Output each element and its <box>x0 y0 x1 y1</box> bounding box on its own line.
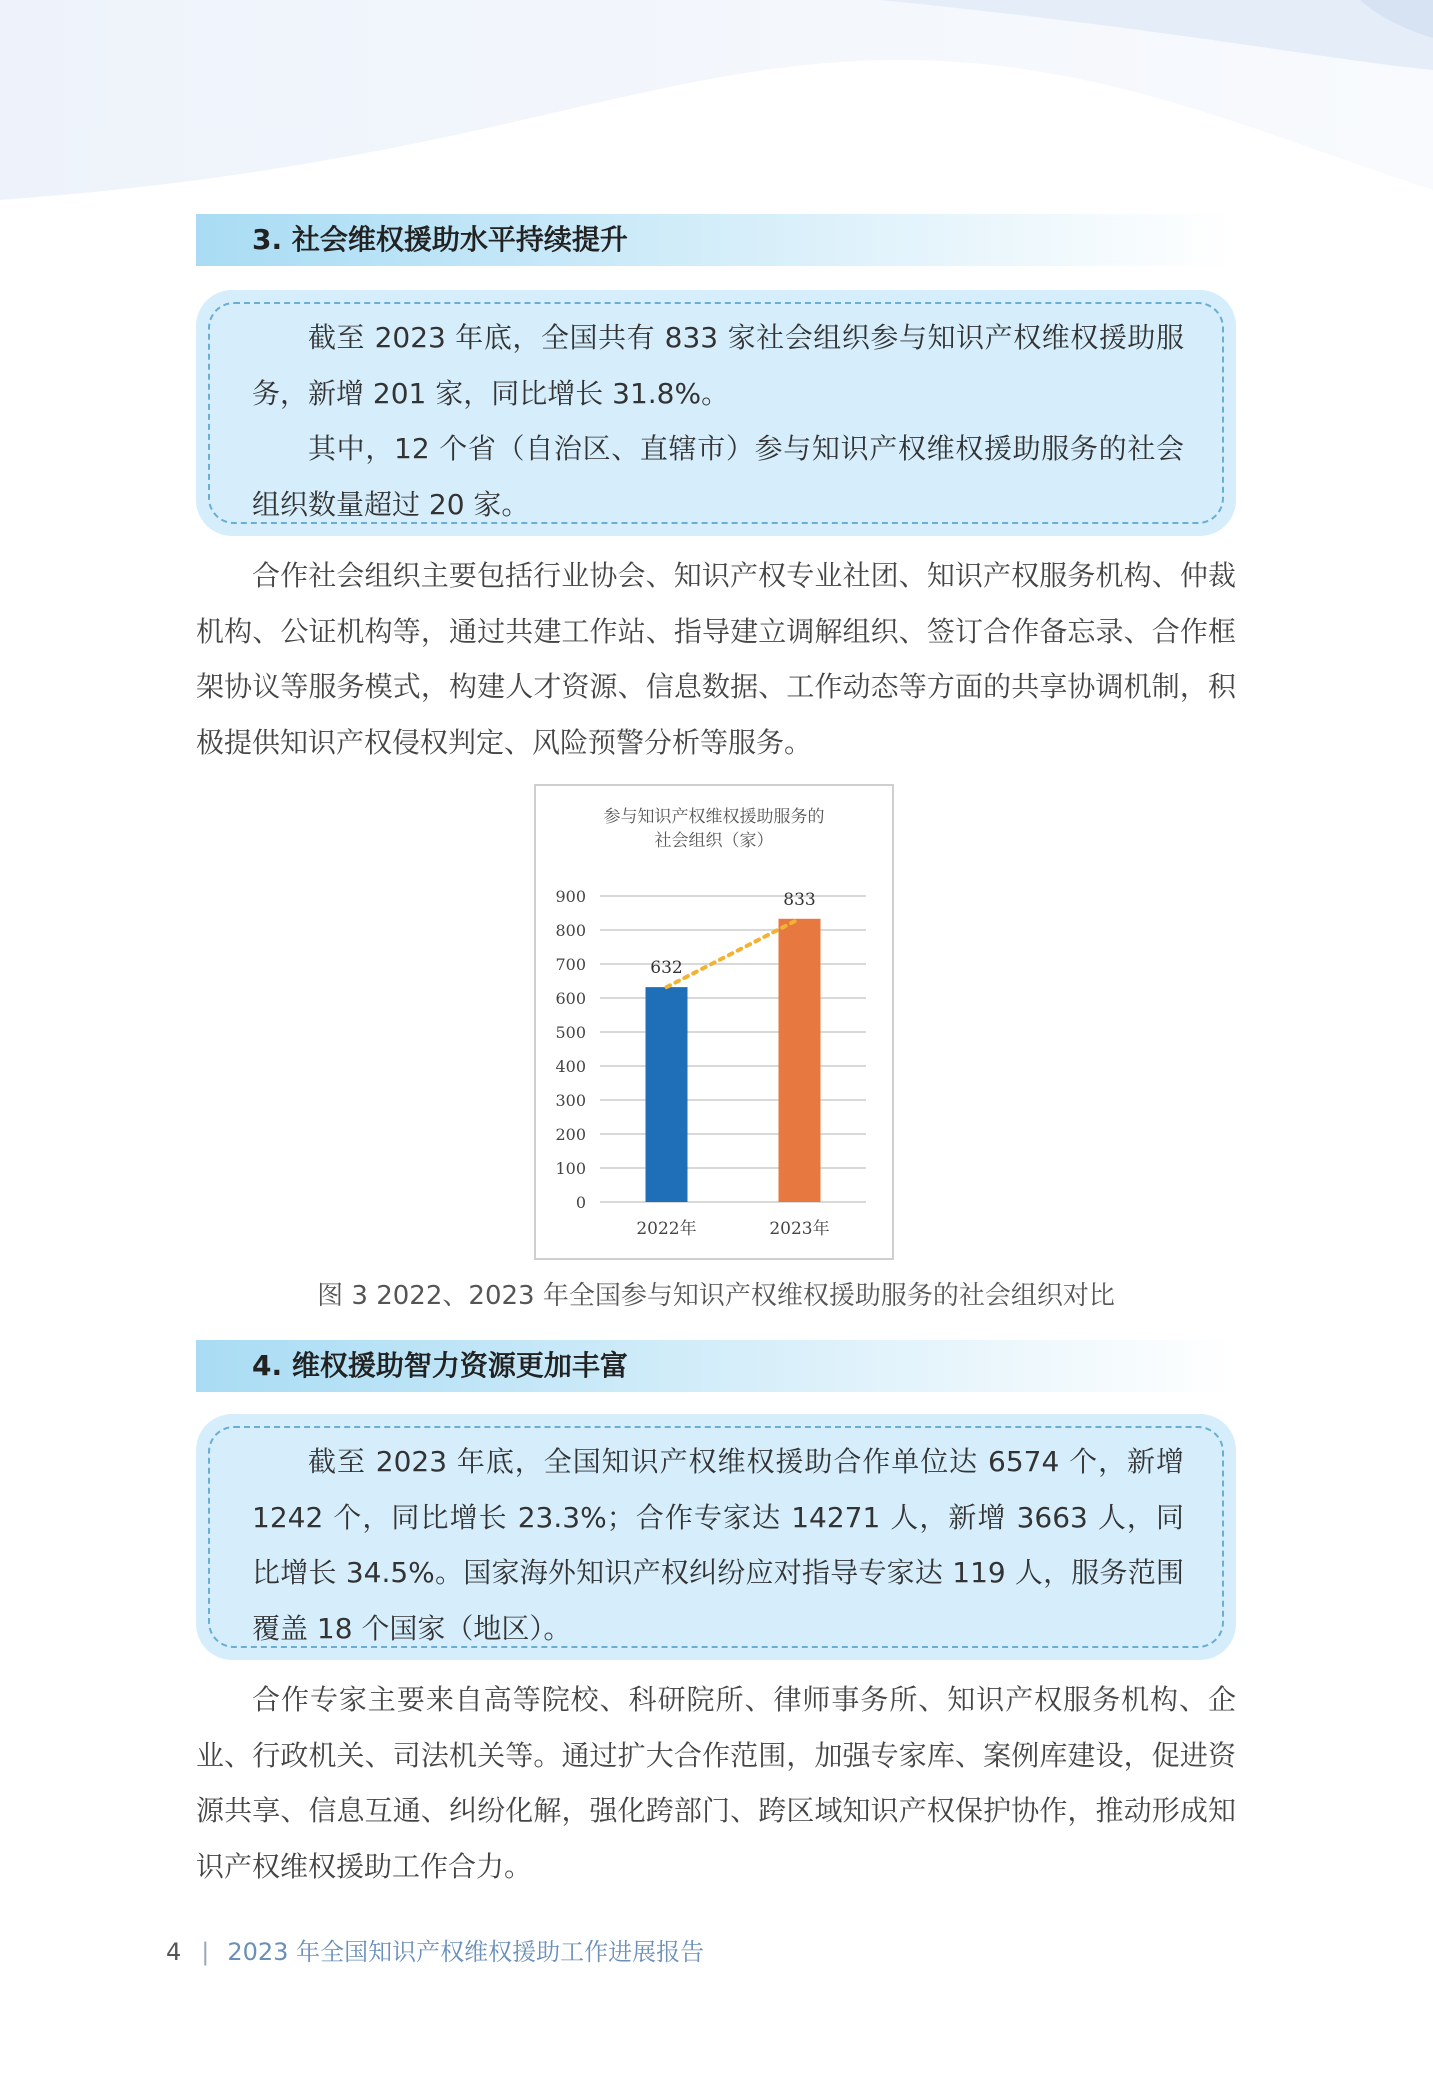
footer-separator: | <box>201 1938 210 1966</box>
body-paragraph: 合作专家主要来自高等院校、科研院所、律师事务所、知识产权服务机构、企业、行政机关、司法机关等。通过扩大合作范围，加强专家库、案例库建设，促进资源共享、信息互通、纠纷化解，强化跨部门、跨区域知识产权保护协作，推动形成知识产权维权援助工作合力。 <box>196 1683 1236 1883</box>
x-tick-label: 2023年 <box>769 1219 830 1239</box>
y-tick-label: 800 <box>555 921 586 940</box>
bar-2022年 <box>646 987 688 1202</box>
y-tick-label: 400 <box>555 1057 586 1076</box>
section-4-title: 4. 维权援助智力资源更加丰富 <box>196 1340 1236 1392</box>
bar-2023年 <box>779 919 821 1202</box>
data-label: 833 <box>783 889 816 910</box>
section-3-highlight-box <box>196 290 1236 536</box>
section-3-body <box>196 548 1236 770</box>
figure-caption: 图 3 2022、2023 年全国参与知识产权维权援助服务的社会组织对比 <box>317 1281 1115 1311</box>
page-footer <box>166 1932 704 1972</box>
data-label: 632 <box>650 958 683 979</box>
chart-canvas <box>536 786 892 1258</box>
section-4-body <box>196 1672 1236 1894</box>
y-tick-label: 700 <box>555 955 586 974</box>
bar-chart-social-organizations <box>534 784 894 1260</box>
y-tick-label: 0 <box>575 1193 586 1212</box>
section-4-highlight-box <box>196 1414 1236 1660</box>
section-3-title: 3. 社会维权援助水平持续提升 <box>196 214 1236 266</box>
y-tick-label: 100 <box>555 1159 586 1178</box>
x-tick-label: 2022年 <box>636 1219 697 1239</box>
y-tick-label: 500 <box>555 1023 586 1042</box>
top-wave-decoration <box>0 0 1433 230</box>
page-number: 4 <box>166 1938 182 1966</box>
report-title: 2023 年全国知识产权维权援助工作进展报告 <box>227 1938 705 1966</box>
highlight-paragraph: 截至 2023 年底，全国知识产权维权援助合作单位达 6574 个，新增 1242 个，同比增长 23.3%；合作专家达 14271 人，新增 3663 人，同比增长 34.5%。国家海外知识产权纠纷应对指导专家达 119 人，服务范围覆盖 18 个国家（地区）。 <box>252 1445 1184 1645</box>
body-paragraph: 合作社会组织主要包括行业协会、知识产权专业社团、知识产权服务机构、仲裁机构、公证机构等，通过共建工作站、指导建立调解组织、签订合作备忘录、合作框架协议等服务模式，构建人才资源、信息数据、工作动态等方面的共享协调机制，积极提供知识产权侵权判定、风险预警分析等服务。 <box>196 559 1236 759</box>
chart-title-line-1: 参与知识产权维权援助服务的 <box>603 807 825 827</box>
y-tick-label: 600 <box>555 989 586 1008</box>
chart-title-line-2: 社会组织（家） <box>654 831 774 851</box>
y-tick-label: 300 <box>555 1091 586 1110</box>
y-tick-label: 900 <box>555 887 586 906</box>
highlight-paragraph: 其中，12 个省（自治区、直辖市）参与知识产权维权援助服务的社会组织数量超过 20 家。 <box>252 432 1184 521</box>
highlight-paragraph: 截至 2023 年底，全国共有 833 家社会组织参与知识产权维权援助服务，新增 201 家，同比增长 31.8%。 <box>252 321 1184 410</box>
y-tick-label: 200 <box>555 1125 586 1144</box>
